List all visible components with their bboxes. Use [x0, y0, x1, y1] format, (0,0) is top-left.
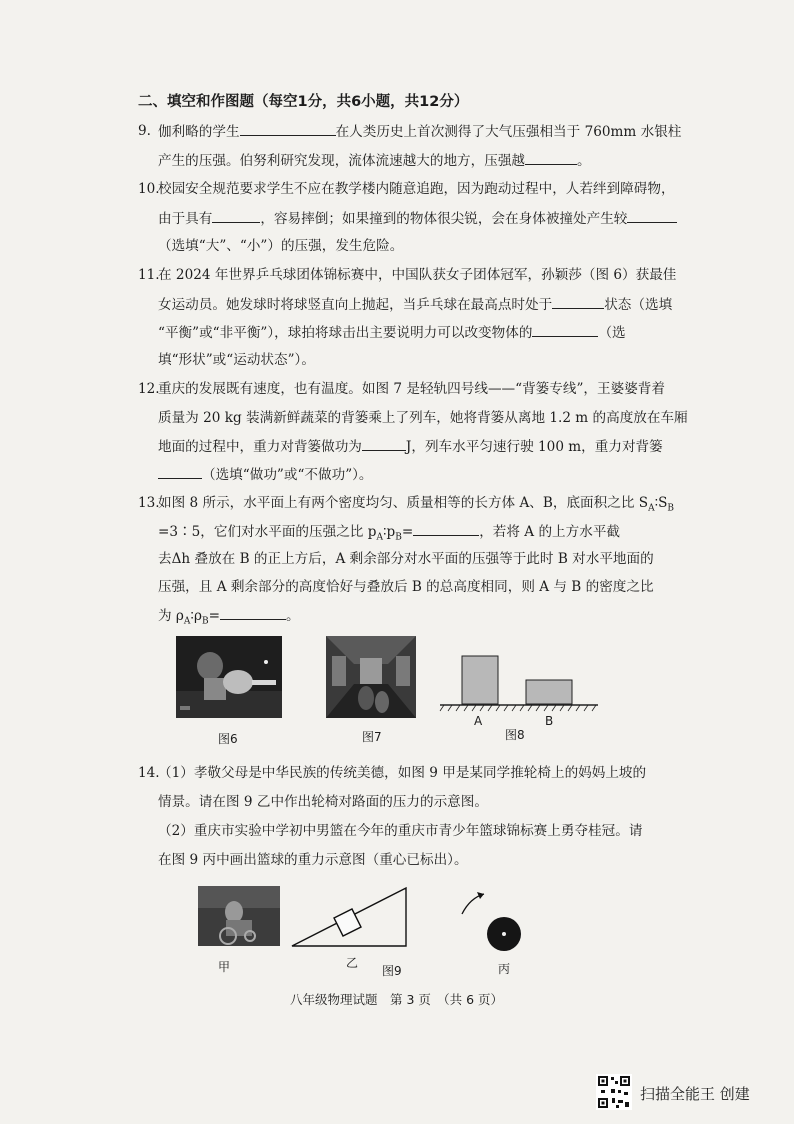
q9-line2: 产生的压强。伯努利研究发现，流体流速越大的地方，压强越 。 — [158, 150, 591, 171]
q9-line1: 伽利略的学生 在人类历史上首次测得了大气压强相当于 760mm 水银柱 — [158, 121, 681, 142]
figure-9-yi-label: 乙 — [346, 956, 359, 970]
figure-9-bing-diagram — [456, 888, 526, 958]
center-of-gravity — [502, 932, 506, 936]
q14-line4: 在图 9 丙中画出篮球的重力示意图（重心已标出）。 — [158, 852, 468, 868]
q13-number: 13. — [138, 495, 160, 511]
q14-number: 14. — [138, 765, 160, 781]
q9-number: 9. — [138, 123, 151, 139]
q12-number: 12. — [138, 381, 160, 397]
q14-line2: 情景。请在图 9 乙中作出轮椅对路面的压力的示意图。 — [158, 794, 488, 810]
q11-line3: “平衡”或“非平衡”），球拍将球击出主要说明力可以改变物体的 （选 — [158, 322, 626, 343]
block-a-label: A — [474, 714, 483, 728]
q11-blank2[interactable] — [532, 322, 598, 337]
figure-9-yi-diagram — [290, 884, 416, 948]
q13-blank1[interactable] — [413, 521, 479, 536]
q10-number: 10. — [138, 181, 160, 197]
scanner-watermark: 扫描全能王 创建 — [640, 1085, 750, 1103]
q11-line4: 填“形状”或“运动状态”）。 — [158, 352, 315, 368]
q12-blank2[interactable] — [158, 464, 202, 479]
q11-number: 11. — [138, 267, 160, 283]
q13-line1: 如图 8 所示，水平面上有两个密度均匀、质量相等的长方体 A、B，底面积之比 $S_A∶S_B$ — [158, 495, 675, 514]
q14-line3: （2）重庆市实验中学初中男篮在今年的重庆市青少年篮球锦标赛上勇夺桂冠。请 — [158, 823, 643, 839]
block-b-label: B — [545, 714, 554, 728]
figure-6-caption: 图6 — [218, 732, 238, 746]
q11-line1: 在 2024 年世界乒乓球团体锦标赛中，中国队获女子团体冠军，孙颖莎（图 6）获最佳 — [158, 267, 677, 283]
q13-line3: 去Δh 叠放在 B 的正上方后，A 剩余部分对水平面的压强等于此时 B 对水平地面的 — [158, 551, 654, 567]
figure-8-caption: 图8 — [505, 728, 525, 742]
figure-9-jia-label: 甲 — [218, 960, 231, 974]
q13-line5: 为 $\rho_A∶\rho_B=$ 。 — [158, 605, 300, 632]
figure-8-diagram — [436, 648, 600, 718]
figure-9-bing-label: 丙 — [498, 962, 511, 976]
q12-line4: （选填“做功”或“不做功”）。 — [158, 464, 373, 485]
figure-7-caption: 图7 — [362, 730, 382, 744]
q10-blank1[interactable] — [212, 208, 260, 223]
block-a — [462, 656, 498, 704]
q9-blank1[interactable] — [240, 121, 336, 136]
q9-blank2[interactable] — [525, 150, 577, 165]
q11-blank1[interactable] — [552, 294, 604, 309]
q10-line3: （选填“大”、“小”）的压强，发生危险。 — [158, 238, 404, 254]
section-title: 二、填空和作图题（每空1分，共6小题，共12分） — [138, 94, 469, 110]
figure-9-caption: 图9 — [382, 964, 402, 978]
page-footer: 八年级物理试题 第 3 页 （共 6 页） — [290, 992, 504, 1007]
block-b — [526, 680, 572, 704]
q13-line4: 压强，且 A 剩余部分的高度恰好与叠放后 B 的总高度相同，则 A 与 B 的密度之比 — [158, 579, 654, 595]
figure-6-photo — [176, 636, 282, 718]
q10-line1: 校园安全规范要求学生不应在教学楼内随意追跑，因为跑动过程中，人若绊到障碍物， — [158, 181, 675, 197]
q13-blank2[interactable] — [220, 605, 286, 620]
q13-line2: =3∶5，它们对水平面的压强之比 $p_A∶p_B=$ ，若将 A 的上方水平截 — [158, 521, 620, 548]
figure-9-jia-photo — [198, 886, 280, 946]
q12-line1: 重庆的发展既有速度，也有温度。如图 7 是轻轨四号线——“背篓专线”，王婆婆背着 — [158, 381, 665, 397]
q12-line3: 地面的过程中，重力对背篓做功为 J，列车水平匀速行驶 100 m，重力对背篓 — [158, 436, 663, 457]
qr-code-icon — [596, 1074, 632, 1110]
q14-line1: （1）孝敬父母是中华民族的传统美德，如图 9 甲是某同学推轮椅上的妈妈上坡的 — [158, 765, 647, 781]
q10-line2: 由于具有 ，容易摔倒；如果撞到的物体很尖锐，会在身体被撞处产生较 — [158, 208, 677, 229]
figure-7-photo — [326, 636, 416, 718]
q12-blank1[interactable] — [362, 436, 406, 451]
q11-line2: 女运动员。她发球时将球竖直向上抛起，当乒乓球在最高点时处于 状态（选填 — [158, 294, 672, 315]
q10-blank2[interactable] — [627, 208, 677, 223]
q12-line2: 质量为 20 kg 装满新鲜蔬菜的背篓乘上了列车，她将背篓从离地 1.2 m 的高度放在车厢 — [158, 410, 688, 426]
